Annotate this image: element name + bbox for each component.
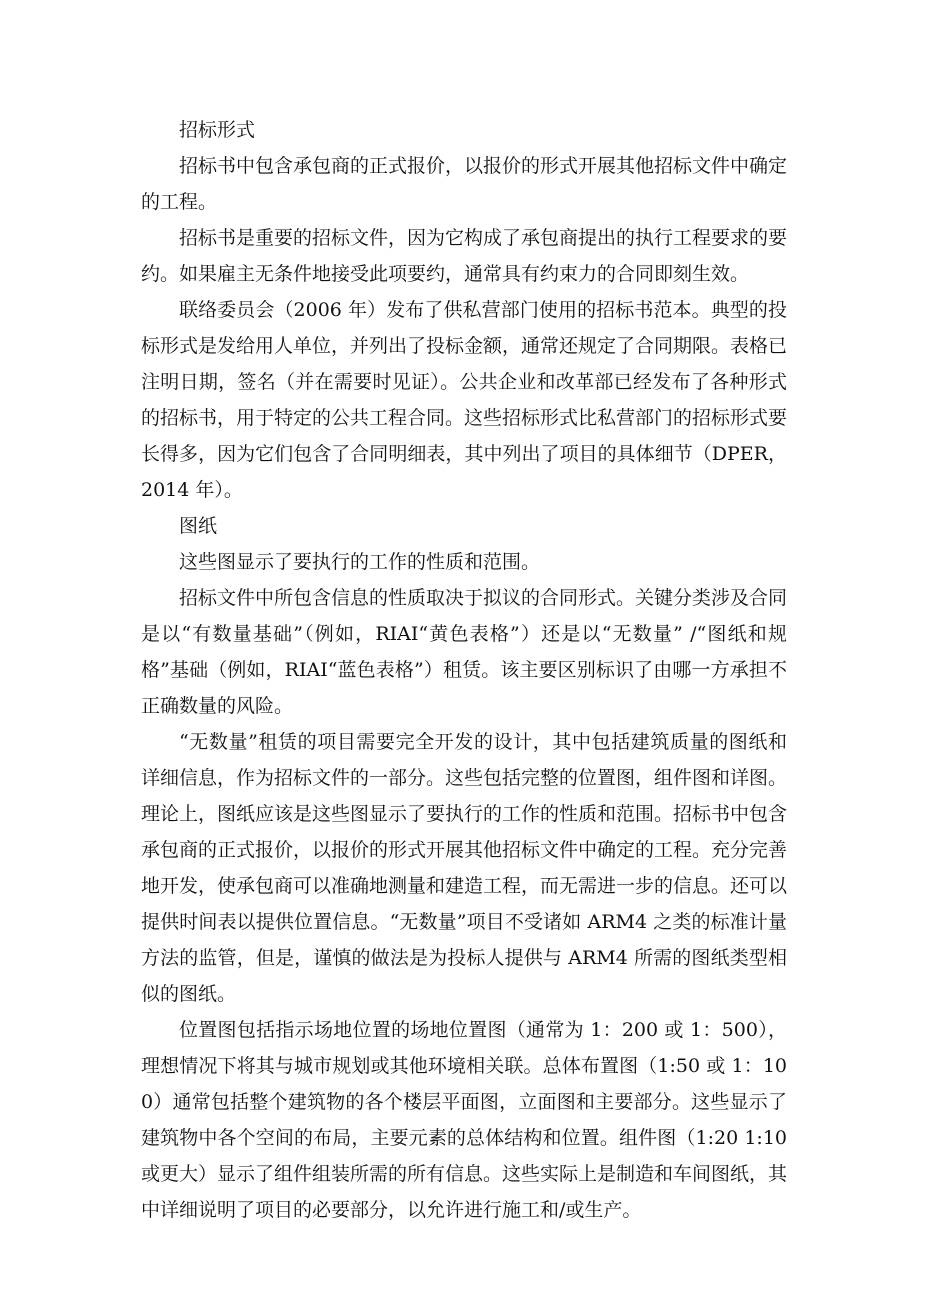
paragraph: 招标文件中所包含信息的性质取决于拟议的合同形式。关键分类涉及合同是以“有数量基础”（例如，RIAI“黄色表格”）还是以“无数量” /“图纸和规格”基础（例如，RIAI“蓝色表格”）租赁。该主要区别标识了由哪一方承担不正确数量的风险。 [141, 587, 788, 717]
paragraph: 招标书是重要的招标文件，因为它构成了承包商提出的执行工程要求的要约。如果雇主无条件地接受此项要约，通常具有约束力的合同即刻生效。 [141, 227, 788, 285]
paragraph: “无数量”租赁的项目需要完全开发的设计，其中包括建筑质量的图纸和详细信息，作为招标文件的一部分。这些包括完整的位置图，组件图和详图。理论上，图纸应该是这些图显示了要执行的工作的性质和范围。招标书中包含承包商的正式报价，以报价的形式开展其他招标文件中确定的工程。充分完善地开发，使承包商可以准确地测量和建造工程，而无需进一步的信息。还可以提供时间表以提供位置信息。“无数量”项目不受诸如 ARM4 之类的标准计量方法的监管，但是，谨慎的做法是为投标人提供与 ARM4 所需的图纸类型相似的图纸。 [141, 731, 788, 1005]
paragraph: 联络委员会（2006 年）发布了供私营部门使用的招标书范本。典型的投标形式是发给用人单位，并列出了投标金额，通常还规定了合同期限。表格已注明日期，签名（并在需要时见证）。公共企业和改革部已经发布了各种形式的招标书，用于特定的公共工程合同。这些招标形式比私营部门的招标形式要长得多，因为它们包含了合同明细表，其中列出了项目的具体细节（DPER，2014 年）。 [141, 299, 788, 501]
section-heading-drawings: 图纸 [179, 515, 218, 537]
document-body [141, 112, 787, 1228]
section-heading-tender-form: 招标形式 [179, 119, 256, 141]
paragraph: 招标书中包含承包商的正式报价，以报价的形式开展其他招标文件中确定的工程。 [141, 155, 788, 213]
paragraph: 位置图包括指示场地位置的场地位置图（通常为 1：200 或 1：500），理想情况下将其与城市规划或其他环境相关联。总体布置图（1:50 或 1：100）通常包括整个建筑物的各个楼层平面图，立面图和主要部分。这些显示了建筑物中各个空间的布局，主要元素的总体结构和位置。组件图（1:20 1:10 或更大）显示了组件组装所需的所有信息。这些实际上是制造和车间图纸，其中详细说明了项目的必要部分，以允许进行施工和/或生产。 [141, 1019, 788, 1221]
paragraph: 这些图显示了要执行的工作的性质和范围。 [179, 551, 541, 573]
